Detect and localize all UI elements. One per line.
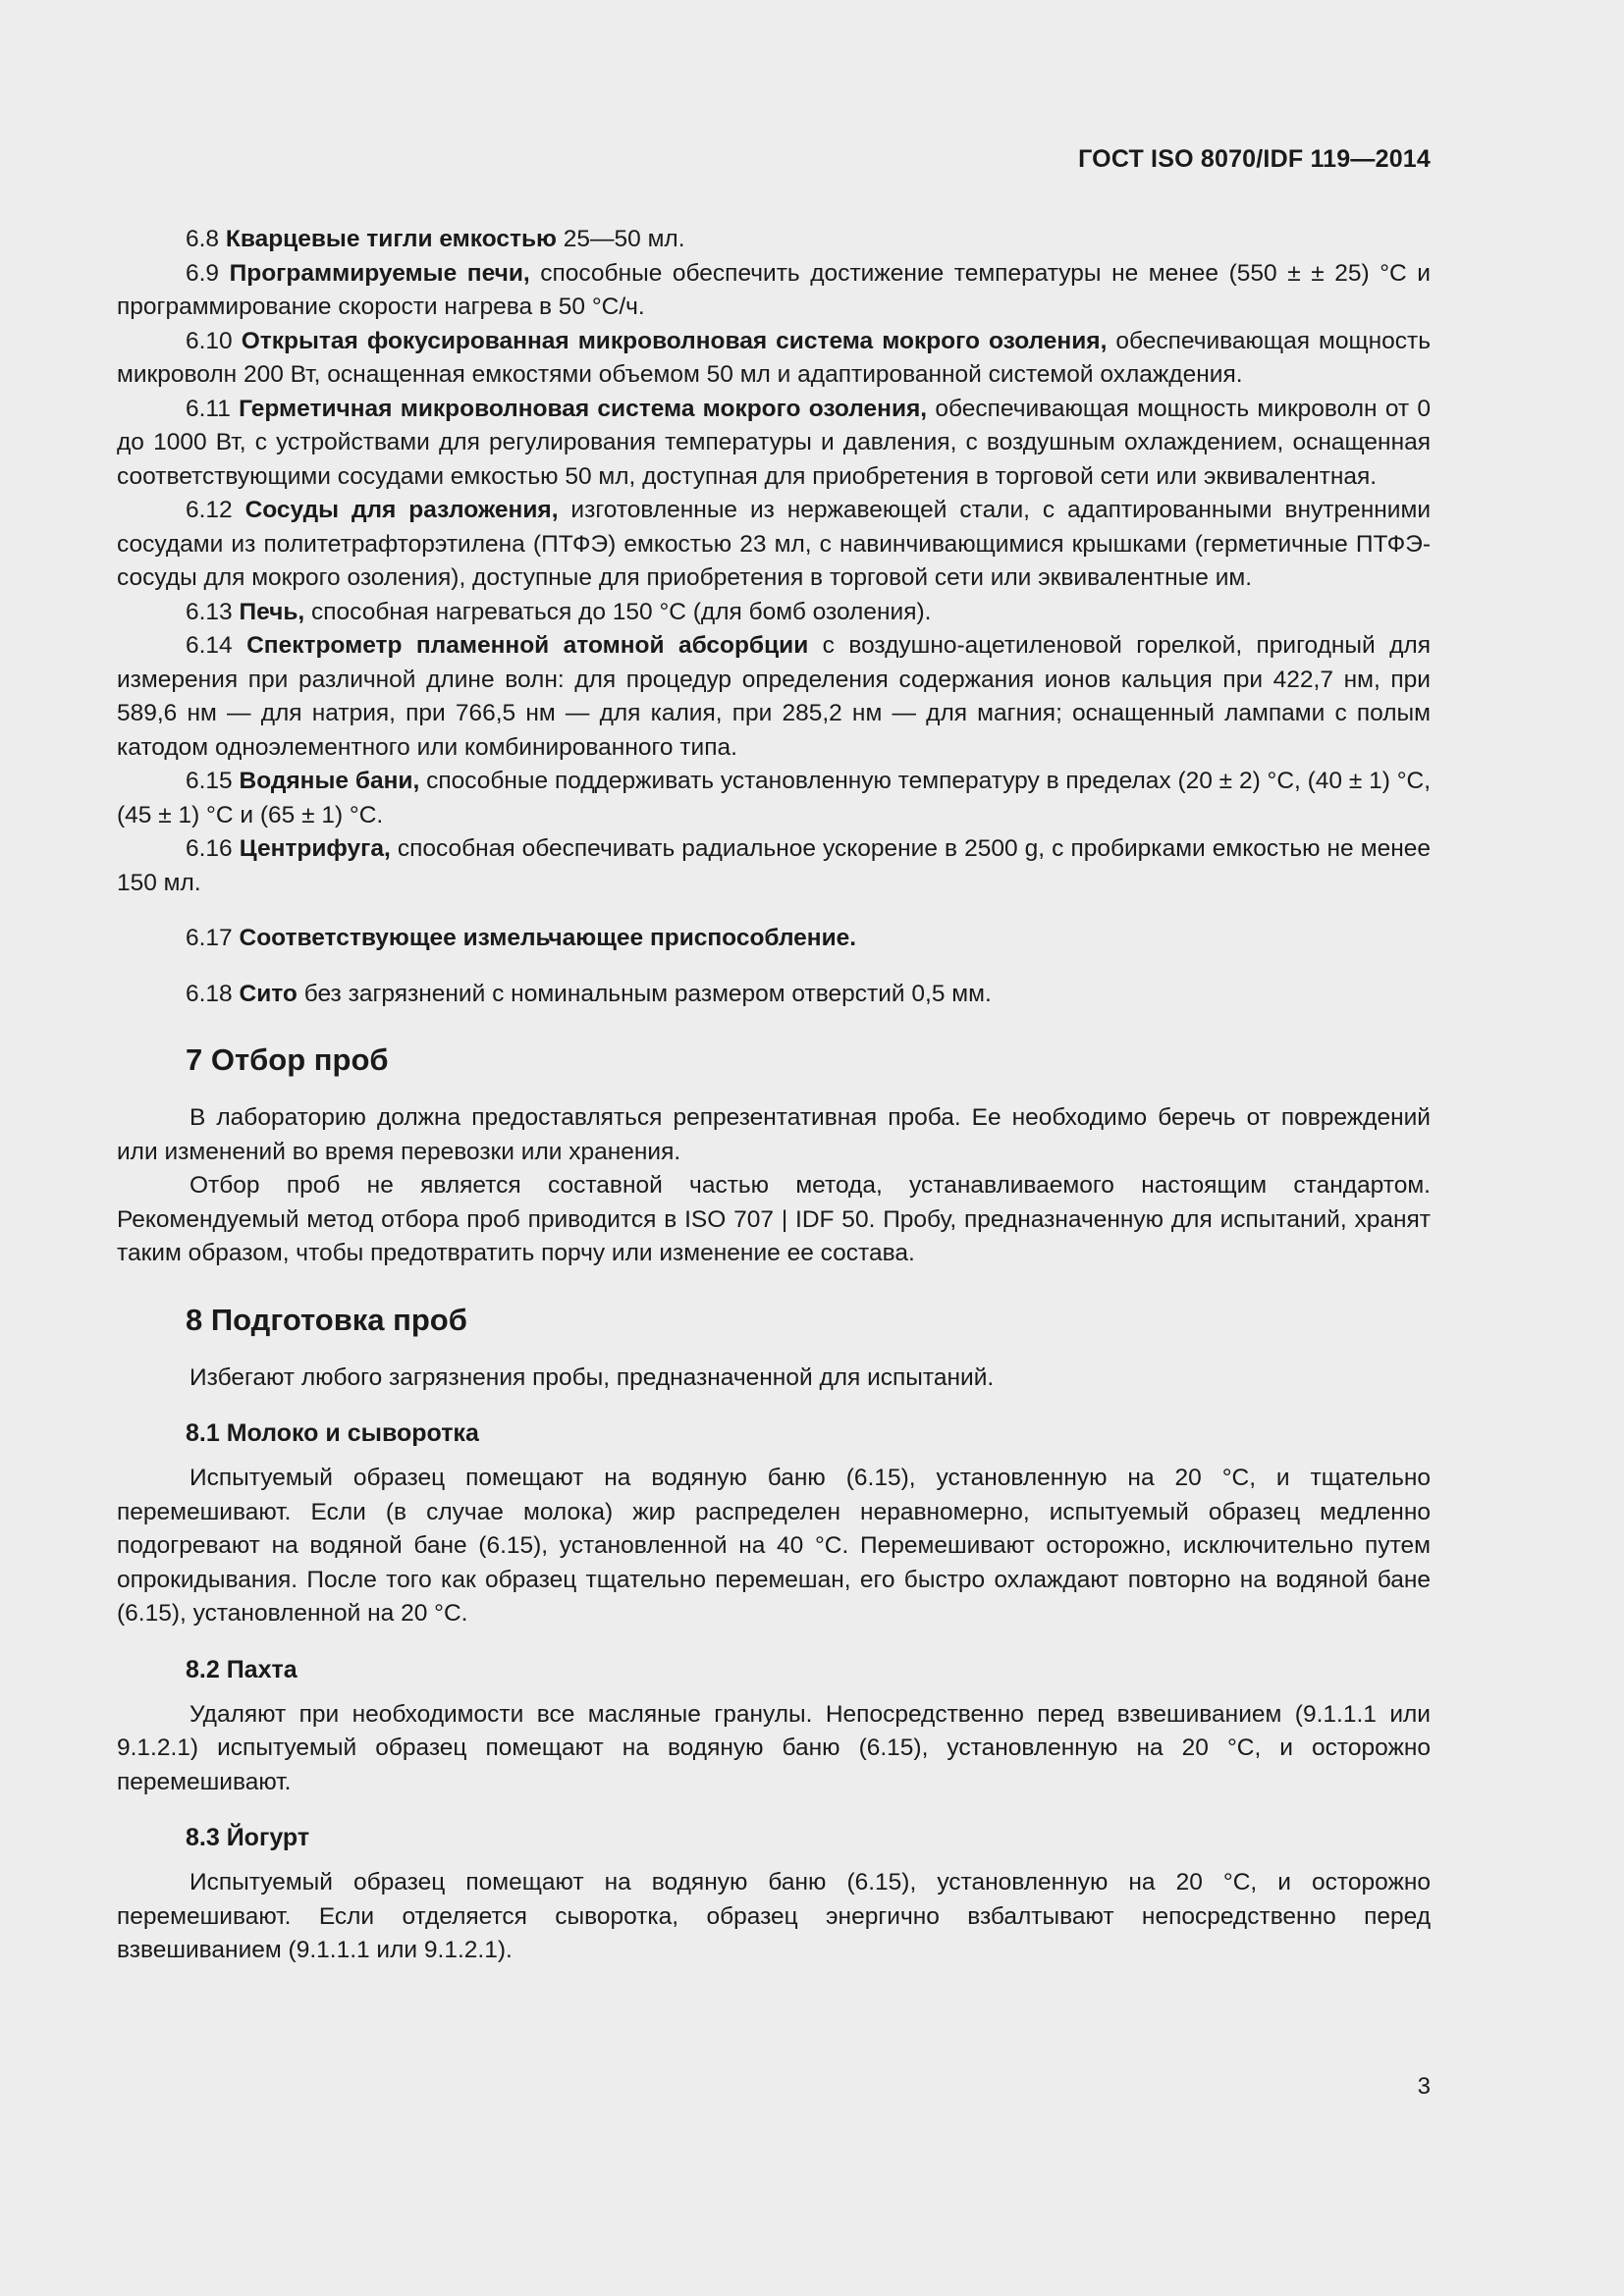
item-6-8: 6.8 Кварцевые тигли емкостью 25—50 мл.	[186, 226, 685, 252]
page-content	[117, 223, 1431, 1968]
item-6-12: 6.12 Сосуды для разложения, изготовленные из нержавеющей стали, с адаптированными внутренними сосудами из политетрафторэтилена (ПТФЭ) емкостью 23 мл, с навинчивающимися крышками (герметичные ПТФЭ-сосуды для мокрого озоления), доступные для приобретения в торговой сети или эквивалентные им.	[117, 497, 1432, 591]
item-6-16: 6.16 Центрифуга, способная обеспечивать радиальное ускорение в 2500 g, с пробирками емкостью не менее 150 мл.	[117, 835, 1431, 896]
section-8-intro: Избегают любого загрязнения пробы, предназначенной для испытаний.	[189, 1363, 995, 1391]
section-8-title: 8 Подготовка проб	[186, 1302, 467, 1337]
subsection-8-2-title: 8.2 Пахта	[186, 1655, 298, 1683]
section-7-paragraph-1: В лабораторию должна предоставляться репрезентативная проба. Ее необходимо беречь от повреждений или изменений во время перевозки или хранения.	[117, 1104, 1431, 1165]
spacer	[117, 1080, 1431, 1101]
spacer	[117, 1631, 1431, 1653]
spacer	[117, 1854, 1431, 1866]
spacer	[117, 1340, 1431, 1362]
subsection-8-3-text: Испытуемый образец помещают на водяную баню (6.15), установленную на 20 °С, и осторожно перемешивают. Если отделяется сыворотка, образец энергично взбалтывают непосредственно перед взвешиванием (9.1.1.1 или 9.1.2.1).	[117, 1869, 1431, 1963]
spacer	[117, 1395, 1431, 1416]
item-6-10: 6.10 Открытая фокусированная микроволновая система мокрого озоления, обеспечивающая мощность микроволн 200 Вт, оснащенная емкостями объемом 50 мл и адаптированной системой охлаждения.	[117, 327, 1431, 388]
item-6-9: 6.9 Программируемые печи, способные обеспечить достижение температуры не менее (550 ± ± 25) °С и программирование скорости нагрева в 50 °С/ч.	[117, 259, 1431, 320]
spacer	[117, 956, 1431, 978]
page-number: 3	[1417, 2073, 1431, 2100]
subsection-8-1-title: 8.1 Молоко и сыворотка	[186, 1419, 479, 1447]
document-header: ГОСТ ISO 8070/IDF 119—2014	[1078, 145, 1431, 173]
item-6-18: 6.18 Сито без загрязнений с номинальным размером отверстий 0,5 мм.	[186, 980, 992, 1007]
section-7-paragraph-2: Отбор проб не является составной частью метода, устанавливаемого настоящим стандартом. Рекомендуемый метод отбора проб приводится в ISO 707 | IDF 50. Пробу, предназначенную для испытаний, хранят таким образом, чтобы предотвратить порчу или изменение ее состава.	[117, 1172, 1431, 1266]
item-6-14: 6.14 Спектрометр пламенной атомной абсорбции с воздушно-ацетиленовой горелкой, пригодный для измерения при различной длине волн: для процедур определения содержания ионов кальция при 422,7 нм, при 589,6 нм — для натрия, при 766,5 нм — для калия, при 285,2 нм — для магния; оснащенный лампами с полым катодом одноэлементного или комбинированного типа.	[117, 632, 1431, 761]
spacer	[117, 1799, 1431, 1821]
spacer	[117, 900, 1431, 922]
spacer	[117, 1271, 1431, 1301]
subsection-8-3-title: 8.3 Йогурт	[186, 1824, 310, 1851]
item-6-13: 6.13 Печь, способная нагреваться до 150 °С (для бомб озоления).	[186, 598, 932, 625]
subsection-8-2-text: Удаляют при необходимости все масляные гранулы. Непосредственно перед взвешиванием (9.1.1.1 или 9.1.2.1) испытуемый образец помещают на водяную баню (6.15), установленную на 20 °С, и осторожно перемешивают.	[117, 1700, 1431, 1795]
subsection-8-1-text: Испытуемый образец помещают на водяную баню (6.15), установленную на 20 °С, и тщательно перемешивают. Если (в случае молока) жир распределен неравномерно, испытуемый образец медленно подогревают на водяной бане (6.15), установленной на 40 °С. Перемешивают осторожно, исключительно путем опрокидывания. После того как образец тщательно перемешан, его быстро охлаждают повторно на водяной бане (6.15), установленной на 20 °С.	[117, 1465, 1431, 1627]
spacer	[117, 1450, 1431, 1462]
item-6-15: 6.15 Водяные бани, способные поддерживать установленную температуру в пределах (20 ± 2) °С, (40 ± 1) °С, (45 ± 1) °С и (65 ± 1) °С.	[117, 768, 1431, 828]
section-7-title: 7 Отбор проб	[186, 1042, 389, 1077]
spacer	[117, 1011, 1431, 1041]
item-6-17: 6.17 Соответствующее измельчающее приспособление.	[186, 925, 857, 951]
spacer	[117, 1686, 1431, 1698]
item-6-11: 6.11 Герметичная микроволновая система мокрого озоления, обеспечивающая мощность микроволн от 0 до 1000 Вт, с устройствами для регулирования температуры и давления, с воздушным охлаждением, оснащенная соответствующими сосудами емкостью 50 мл, доступная для приобретения в торговой сети или эквивалентная.	[117, 395, 1431, 490]
